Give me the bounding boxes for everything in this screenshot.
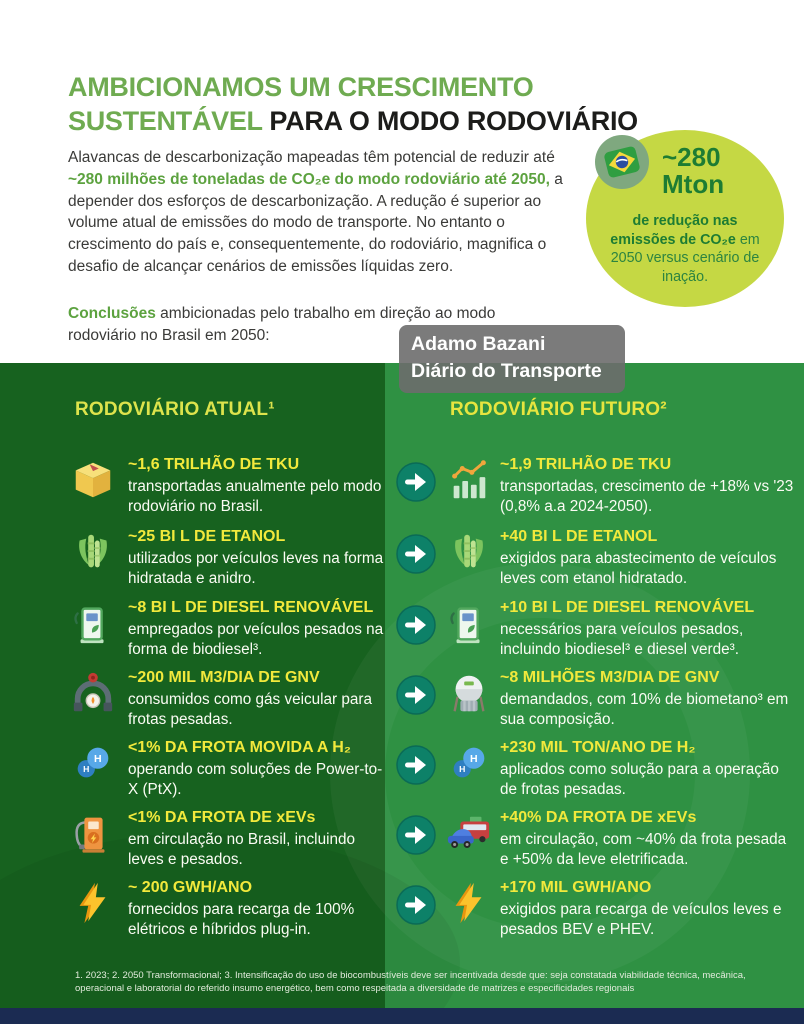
stat-body: consumidos como gás veicular para frotas pesadas. — [128, 691, 373, 729]
stat-body: necessários para veículos pesados, incluindo biodiesel³ e diesel verde³. — [500, 621, 744, 659]
stat-title: +10 BI L DE DIESEL RENOVÁVEL — [500, 599, 755, 616]
arrow-right-icon — [396, 534, 436, 574]
stat-block — [128, 527, 390, 590]
growth-chart-icon — [446, 457, 492, 503]
biofuel-pump-icon — [446, 600, 492, 646]
table-row — [0, 878, 804, 948]
intro-before: Alavancas de descarbonização mapeadas têm potencial de reduzir até — [68, 149, 555, 166]
gas-pipeline-icon — [70, 670, 116, 716]
stat-block — [500, 808, 796, 871]
table-row — [0, 598, 804, 668]
comparison-section — [0, 363, 804, 1008]
badge-headline: ~280 Mton — [662, 142, 725, 199]
photo-credit-caption — [399, 325, 625, 393]
arrow-right-icon — [396, 885, 436, 925]
intro-paragraph — [68, 147, 576, 278]
stat-body: fornecidos para recarga de 100% elétricos e híbridos plug-in. — [128, 901, 355, 939]
stat-block — [500, 878, 796, 941]
stat-block — [128, 738, 390, 801]
table-row — [0, 808, 804, 878]
brazil-flag-icon — [594, 134, 650, 190]
stat-block — [500, 738, 796, 801]
stat-body: exigidos para abastecimento de veículos leves com etanol hidratado. — [500, 550, 777, 588]
stat-title: <1% DA FROTA MOVIDA A H₂ — [128, 739, 351, 756]
stat-title: +230 MIL TON/ANO DE H₂ — [500, 739, 696, 756]
stat-title: +40 BI L DE ETANOL — [500, 528, 658, 545]
badge-sub-rest: em 2050 versus cenário de inação. — [610, 231, 760, 285]
badge-subtext — [599, 212, 771, 286]
stat-block — [128, 808, 390, 871]
hydrogen-icon — [70, 740, 116, 786]
hydrogen-icon — [446, 740, 492, 786]
stat-body: em circulação, com ~40% da frota pesada e +50% da leve eletrificada. — [500, 831, 787, 869]
ev-charger-icon — [70, 810, 116, 856]
stat-body: utilizados por veículos leves na forma hidratada e anidro. — [128, 550, 384, 588]
stat-block — [500, 527, 796, 590]
package-icon — [70, 457, 116, 503]
title-line2-black: PARA O MODO RODOVIÁRIO — [262, 106, 638, 136]
stat-block — [500, 668, 796, 731]
title-line2-green: SUSTENTÁVEL — [68, 106, 263, 136]
biofuel-pump-icon — [70, 600, 116, 646]
gas-tank-icon — [446, 670, 492, 716]
lightning-icon — [70, 880, 116, 926]
table-row — [0, 738, 804, 808]
car-bus-icon — [446, 810, 492, 856]
stat-title: +40% DA FROTA DE xEVs — [500, 809, 697, 826]
table-row — [0, 668, 804, 738]
stat-title: ~8 BI L DE DIESEL RENOVÁVEL — [128, 599, 374, 616]
stat-body: operando com soluções de Power-to-X (PtX). — [128, 761, 383, 799]
stat-body: em circulação no Brasil, incluindo leves e pesados. — [128, 831, 356, 869]
arrow-right-icon — [396, 462, 436, 502]
svg-text:H: H — [459, 763, 466, 774]
badge-sub-bold: de redução nas emissões de CO₂e — [610, 213, 738, 248]
stat-body: aplicados como solução para a operação de frotas pesadas. — [500, 761, 779, 799]
stat-body: transportadas, crescimento de +18% vs '23 (0,8% a.a 2024-2050). — [500, 478, 794, 516]
stat-block — [128, 598, 390, 661]
caption-source: Diário do Transporte — [411, 360, 602, 382]
stat-block — [500, 598, 796, 661]
arrow-right-icon — [396, 745, 436, 785]
stat-body: exigidos para recarga de veículos leves e pesados BEV e PHEV. — [500, 901, 782, 939]
stat-block — [128, 668, 390, 731]
arrow-right-icon — [396, 675, 436, 715]
sugarcane-icon — [446, 529, 492, 575]
arrow-right-icon — [396, 605, 436, 645]
column-header-future: RODOVIÁRIO FUTURO² — [450, 399, 667, 420]
stat-title: ~ 200 GWH/ANO — [128, 879, 253, 896]
caption-author: Adamo Bazani — [411, 333, 546, 355]
conclusions-lead: Conclusões — [68, 305, 156, 322]
footnotes: 1. 2023; 2. 2050 Transformacional; 3. Intensificação do uso de biocombustíveis deve ser incentivada desde que: seja constatada viabilidade técnica, mecânica, operacional e laboratorial do referido insumo energético, bem como respeitada a diversidade de matrizes e especificidades regionais — [75, 970, 746, 994]
stat-title: ~25 BI L DE ETANOL — [128, 528, 286, 545]
stat-title: ~200 MIL M3/DIA DE GNV — [128, 669, 320, 686]
title-line1: AMBICIONAMOS UM CRESCIMENTO — [68, 72, 534, 102]
arrow-right-icon — [396, 815, 436, 855]
sugarcane-icon — [70, 529, 116, 575]
svg-text:H: H — [93, 753, 102, 766]
emission-reduction-badge — [586, 130, 784, 307]
table-row — [0, 455, 804, 525]
column-header-current: RODOVIÁRIO ATUAL¹ — [75, 399, 275, 420]
intro-highlight: ~280 milhões de toneladas de CO₂e do modo rodoviário até 2050, — [68, 170, 550, 188]
stat-title: <1% DA FROTA DE xEVs — [128, 809, 316, 826]
stat-body: transportadas anualmente pelo modo rodoviário no Brasil. — [128, 478, 382, 516]
stat-block — [500, 455, 796, 518]
conclusions-rest: ambicionadas pelo trabalho em direção ao modo rodoviário no Brasil em 2050: — [68, 305, 496, 344]
stat-block — [128, 878, 390, 941]
stat-block — [128, 455, 390, 518]
page-title — [68, 70, 638, 138]
stat-title: ~1,9 TRILHÃO DE TKU — [500, 456, 672, 473]
stat-title: ~8 MILHÕES M3/DIA DE GNV — [500, 669, 720, 686]
bottom-bar — [0, 1008, 804, 1024]
svg-text:H: H — [83, 763, 90, 774]
svg-text:H: H — [469, 753, 478, 766]
stat-title: ~1,6 TRILHÃO DE TKU — [128, 456, 300, 473]
intro-after: a depender dos esforços de descarbonização. A redução é superior ao volume atual de emissões do modo de transporte. No entanto o crescimento do país e, consequentemente, do rodoviário, magnifica o desafio de alcançar cenários de emissões líquidas zero. — [68, 170, 563, 275]
stat-body: demandados, com 10% de biometano³ em sua composição. — [500, 691, 789, 729]
lightning-icon — [446, 880, 492, 926]
stat-title: +170 MIL GWH/ANO — [500, 879, 652, 896]
stat-body: empregados por veículos pesados na forma de biodiesel³. — [128, 621, 384, 659]
table-row — [0, 527, 804, 597]
